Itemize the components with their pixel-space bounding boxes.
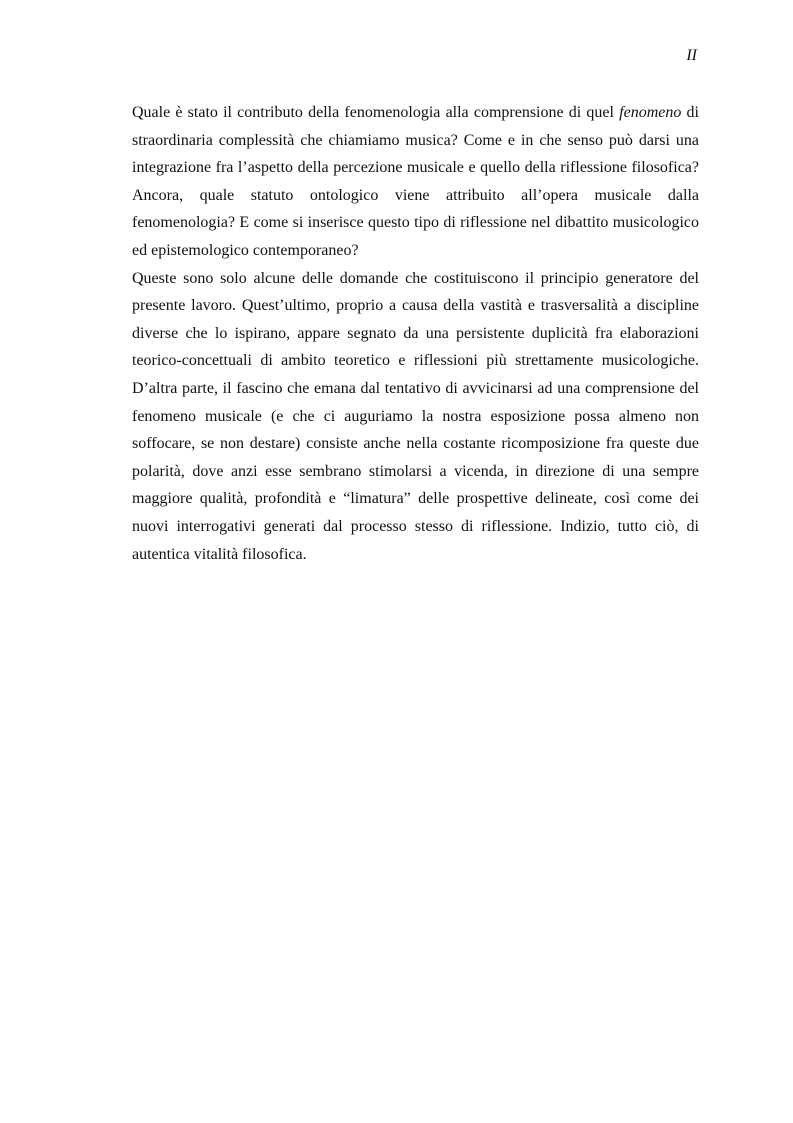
- paragraph-1: [132, 99, 699, 265]
- paragraph-2: Queste sono solo alcune delle domande che costituiscono il principio generatore del presente lavoro. Quest’ultimo, proprio a causa della vastità e trasversalità a discipline diverse che lo ispirano, appare segnato da una persistente duplicità fra elaborazioni teorico-concettuali di ambito teoretico e riflessioni più strettamente musicologiche. D’altra parte, il fascino che emana dal tentativo di avvicinarsi ad una comprensione del fenomeno musicale (e che ci auguriamo la nostra esposizione possa almeno non soffocare, se non destare) consiste anche nella costante ricomposizione fra queste due polarità, dove anzi esse sembrano stimolarsi a vicenda, in direzione di una sempre maggiore qualità, profondità e “limatura” delle prospettive delineate, così come dei nuovi interrogativi generati dal processo stesso di riflessione. Indizio, tutto ciò, di autentica vitalità filosofica.: [132, 269, 699, 563]
- emphasized-word: fenomeno: [619, 104, 682, 121]
- paragraph-1-text-end: di straordinaria complessità che chiamiamo musica? Come e in che senso può darsi una integrazione fra l’aspetto della percezione musicale e quello della riflessione filosofica? Ancora, quale statuto ontologico viene attribuito all’opera musicale dalla fenomenologia? E come si inserisce questo tipo di riflessione nel dibattito musicologico ed epistemologico contemporaneo?: [132, 104, 699, 259]
- paragraph-1-text-start: Quale è stato il contributo della fenomenologia alla comprensione di quel: [132, 104, 620, 121]
- body-text: [132, 99, 699, 568]
- page-number: II: [686, 47, 697, 64]
